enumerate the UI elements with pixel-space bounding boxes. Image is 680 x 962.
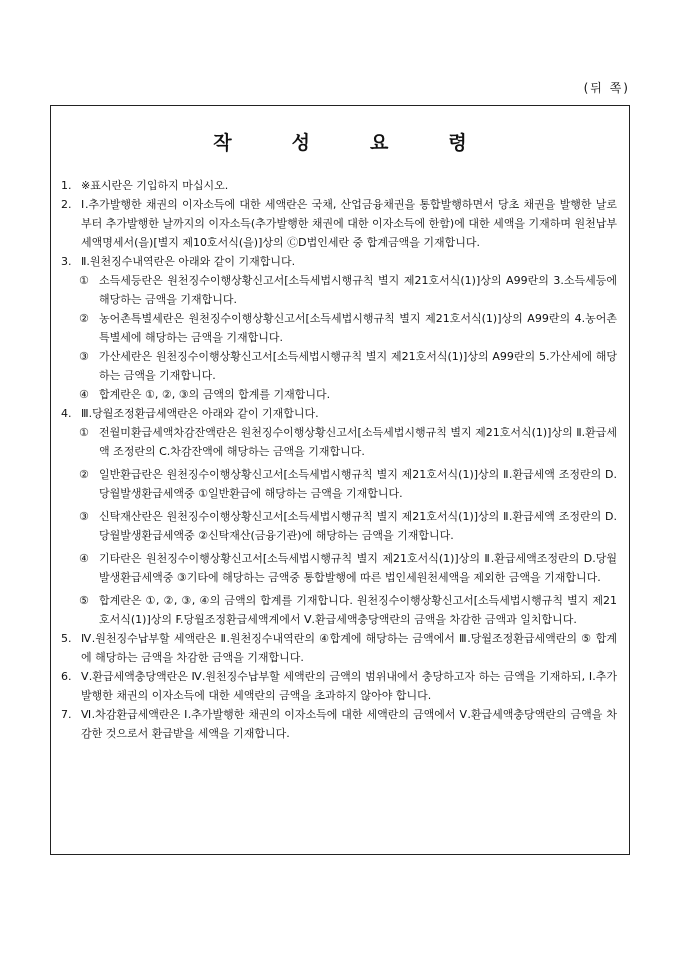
instruction-item (61, 629, 617, 667)
sub-item-text: 합계란은 ①, ②, ③, ④의 금액의 합계를 기재합니다. 원천징수이행상황신고서[소득세법시행규칙 별지 제21호서식(1)]상의 F.당월조정환급세액계에서 Ⅴ.환급세액충당액란의 금액을 차감한 금액과 일치합니다. (99, 594, 617, 626)
sub-item-text: 일반환급란은 원천징수이행상황신고서[소득세법시행규칙 별지 제21호서식(1)]상의 Ⅱ.환급세액 조정란의 D.당월발생환급세액중 ①일반환급에 해당하는 금액을 기재합니다. (99, 468, 617, 500)
item-text: Ⅵ.차감환급세액란은 Ⅰ.추가발행한 채권의 이자소득에 대한 세액란의 금액에서 Ⅴ.환급세액충당액란의 금액을 차감한 것으로서 환급받을 세액을 기재합니다. (81, 708, 617, 740)
sub-item-text: 신탁재산란은 원천징수이행상황신고서[소득세법시행규칙 별지 제21호서식(1)]상의 Ⅱ.환급세액 조정란의 D.당월발생환급세액중 ②신탁재산(금융기관)에 해당하는 금액을 기재합니다. (99, 510, 617, 542)
page-side-label: (뒤 쪽) (583, 81, 630, 95)
sub-item-number: ② (79, 312, 89, 325)
sub-item-number: ① (79, 426, 89, 439)
sub-item (61, 309, 617, 347)
instruction-item (61, 252, 617, 271)
sub-item-number: ④ (79, 552, 89, 565)
item-number: 7. (61, 708, 72, 721)
title-char: 령 (448, 132, 467, 154)
item-number: 1. (61, 179, 72, 192)
sub-item-number: ③ (79, 510, 89, 523)
sub-item (61, 423, 617, 461)
sub-item-text: 소득세등란은 원천징수이행상황신고서[소득세법시행규칙 별지 제21호서식(1)]상의 A99란의 3.소득세등에 해당하는 금액을 기재합니다. (99, 274, 617, 306)
sub-item-number: ① (79, 274, 89, 287)
item-number: 5. (61, 632, 72, 645)
sub-item-text: 가산세란은 원천징수이행상황신고서[소득세법시행규칙 별지 제21호서식(1)]상의 A99란의 5.가산세에 해당하는 금액을 기재합니다. (99, 350, 617, 382)
sub-item (61, 549, 617, 587)
sub-item (61, 507, 617, 545)
item-text: ※표시란은 기입하지 마십시오. (81, 179, 229, 192)
item-number: 4. (61, 407, 72, 420)
sub-item (61, 347, 617, 385)
item-number: 2. (61, 198, 72, 211)
instruction-item (61, 667, 617, 705)
item-text: Ⅱ.원천징수내역란은 아래와 같이 기재합니다. (81, 255, 296, 268)
item-text: Ⅲ.당월조정환급세액란은 아래와 같이 기재합니다. (81, 407, 319, 420)
sub-item-number: ② (79, 468, 89, 481)
title-char: 요 (370, 132, 389, 154)
sub-item (61, 591, 617, 629)
item-number: 6. (61, 670, 72, 683)
instruction-item (61, 195, 617, 252)
sub-item-text: 농어촌특별세란은 원천징수이행상황신고서[소득세법시행규칙 별지 제21호서식(1)]상의 A99란의 4.농어촌특별세에 해당하는 금액을 기재합니다. (99, 312, 617, 344)
item-number: 3. (61, 255, 72, 268)
sub-item-number: ④ (79, 388, 89, 401)
sub-item-number: ⑤ (79, 594, 89, 607)
instructions-box (50, 105, 630, 855)
instruction-item (61, 404, 617, 423)
sub-item (61, 465, 617, 503)
item-text: Ⅳ.원천징수납부할 세액란은 Ⅱ.원천징수내역란의 ④합계에 해당하는 금액에서 Ⅲ.당월조정환급세액란의 ⑤ 합계에 해당하는 금액을 차감한 금액을 기재합니다. (81, 632, 617, 664)
title-char: 작 (213, 132, 232, 154)
sub-item-text: 기타란은 원천징수이행상황신고서[소득세법시행규칙 별지 제21호서식(1)]상의 Ⅱ.환급세액조정란의 D.당월발생환급세액중 ③기타에 해당하는 금액중 통합발행에 따른 법인세원천세액을 제외한 금액을 기재합니다. (99, 552, 617, 584)
item-text: Ⅴ.환급세액충당액란은 Ⅳ.원천징수납부할 세액란의 금액의 범위내에서 충당하고자 하는 금액을 기재하되, Ⅰ.추가발행한 채권의 이자소득에 대한 세액란의 금액을 초과하지 않아야 합니다. (81, 670, 617, 702)
item-text: Ⅰ.추가발행한 채권의 이자소득에 대한 세액란은 국채, 산업금융채권을 통합발행하면서 당초 채권을 발행한 날로부터 추가발행한 날까지의 이자소득(추가발행한 채권에 대한 이자소득에 한함)에 대한 세액을 기재하며 원천납부세액명세서(을)[별지 제10호서식(을)]상의 ⒸD법인세란 중 합계금액을 기재합니다. (81, 198, 617, 249)
document-title (51, 128, 629, 155)
sub-item-text: 전월미환급세액차감잔액란은 원천징수이행상황신고서[소득세법시행규칙 별지 제21호서식(1)]상의 Ⅱ.환급세액 조정란의 C.차감잔액에 해당하는 금액을 기재합니다. (99, 426, 617, 458)
instructions-list (61, 176, 617, 743)
sub-item-text: 합계란은 ①, ②, ③의 금액의 합계를 기재합니다. (99, 388, 331, 401)
sub-item-number: ③ (79, 350, 89, 363)
title-char: 성 (291, 132, 310, 154)
sub-item (61, 385, 617, 404)
sub-item (61, 271, 617, 309)
instruction-item (61, 176, 617, 195)
instruction-item (61, 705, 617, 743)
